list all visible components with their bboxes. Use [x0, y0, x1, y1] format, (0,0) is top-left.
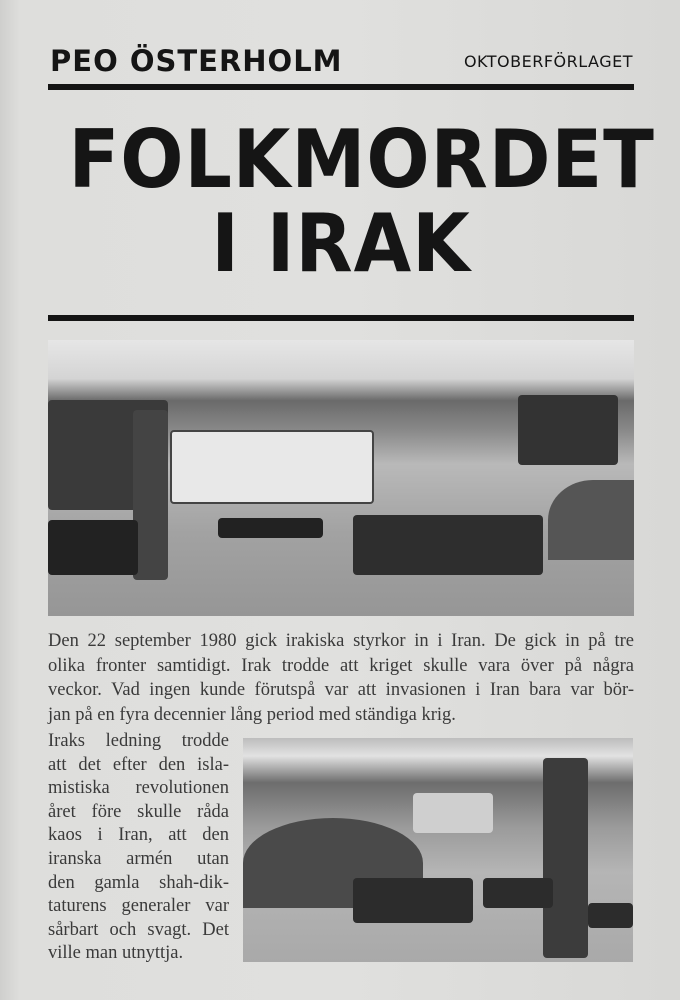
bodies-shape: [353, 515, 543, 575]
column-line: kaos i Iran, att den: [48, 825, 229, 846]
title-line-2: I IRAK: [211, 197, 471, 290]
column-line: sårbart och svagt. Det: [48, 919, 229, 940]
top-rule: [48, 84, 634, 90]
column-line: mistiska revolutionen: [48, 778, 229, 799]
barrier-shape: [413, 793, 493, 833]
dirt-mound-shape: [548, 480, 634, 560]
title-line-1: FOLKMORDET: [68, 113, 655, 206]
book-title: [68, 113, 655, 290]
car-shape: [170, 430, 374, 504]
body-shape: [353, 878, 473, 923]
column-line: iranska armén utan: [48, 848, 229, 869]
blurb-line: veckor. Vad ingen kunde förutspå var att invasionen i Iran bara var bör-: [48, 680, 634, 700]
title-rule: [48, 315, 634, 321]
cover-photo-main: [48, 340, 634, 616]
column-line: Iraks ledning trodde: [48, 731, 229, 751]
body-shape: [48, 520, 138, 575]
body-shape: [483, 878, 553, 908]
blurb-paragraph: [48, 629, 634, 727]
soldier-shape: [543, 758, 588, 958]
column-line: att det efter den isla-: [48, 754, 229, 775]
column-line: året före skulle råda: [48, 801, 229, 822]
soldier-shape: [133, 410, 168, 580]
cover-photo-secondary: [243, 738, 633, 962]
blurb-column: [48, 730, 229, 966]
column-line: ville man utnyttja.: [48, 943, 184, 964]
body-shape: [588, 903, 633, 928]
publisher-name: OKTOBERFÖRLAGET: [463, 52, 633, 71]
container-shape: [518, 395, 618, 465]
column-line: den gamla shah-dik-: [48, 872, 229, 893]
blurb-line: olika fronter samtidigt. Irak trodde att kriget skulle vara över på några: [48, 655, 634, 676]
column-line: taturens generaler var: [48, 896, 229, 917]
author-name: PEO ÖSTERHOLM: [50, 44, 343, 78]
body-shape: [218, 518, 323, 538]
blurb-line: Den 22 september 1980 gick irakiska styrkor in i Iran. De gick in på tre: [48, 631, 634, 651]
blurb-line: jan på en fyra decennier lång period med ständiga krig.: [48, 704, 456, 725]
